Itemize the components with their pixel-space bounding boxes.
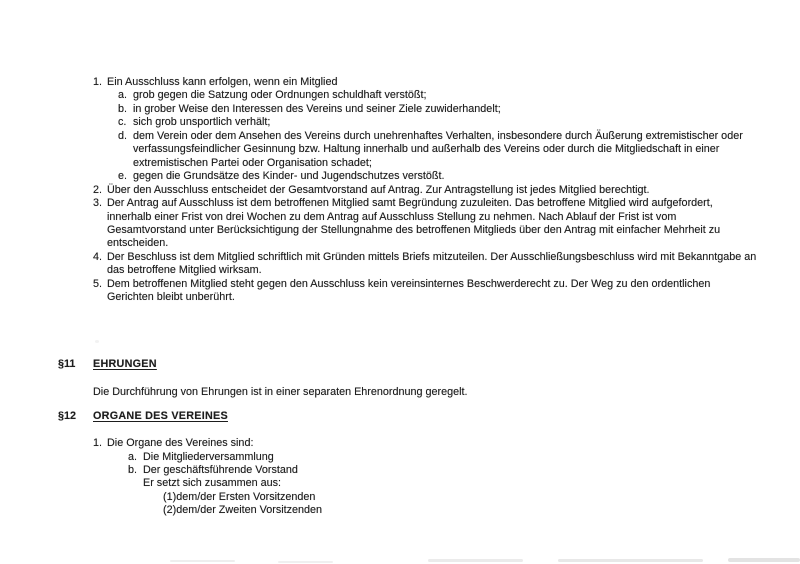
list-item-text: dem Verein oder dem Ansehen des Vereins durch unehrenhaftes Verhalten, insbesondere durch Äußerung extremistischer oder verfassungsfeindlicher Gesinnung bzw. Haltung innerhalb und außerhalb des Vereins oder durch die Mitgliedschaft in einer extremistischen Partei oder Organisation schadet; (133, 129, 743, 169)
list-subitem (118, 89, 769, 102)
list-subitem (118, 170, 769, 183)
list-item-text: Dem betroffenen Mitglied steht gegen den Ausschluss kein vereinsinternes Beschwerderecht zu. Der Weg zu den ordentlichen Gerichten bleibt unberührt. (107, 277, 711, 304)
list-marker: 3. (93, 197, 103, 210)
list-item-text: Der geschäftsführende Vorstand (143, 463, 298, 476)
list-item (93, 251, 758, 278)
scan-artifact (278, 561, 333, 563)
list-item-text: sich grob unsportlich verhält; (133, 116, 271, 129)
list-item-text: Der Antrag auf Ausschluss ist dem betroffenen Mitglied samt Begründung zuzuleiten. Das betroffene Mitglied wird aufgefordert, innerhalb einer Frist von drei Wochen zu dem Antrag auf Ausschluss Stellung zu nehmen. Nach Ablauf der Frist ist vom Gesamtvorstand unter Berücksichtigung der Stellungnahme des betroffenen Mitglieds über den Antrag mit einfacher Mehrheit zu entscheiden. (107, 197, 721, 250)
list-item (93, 278, 758, 305)
list-item-text: dem/der Ersten Vorsitzenden (176, 490, 316, 503)
list-subitem (118, 103, 769, 116)
organs-sublist (128, 451, 779, 518)
list-marker: 1. (93, 76, 103, 88)
board-members-list (163, 491, 779, 518)
list-marker: (1) (163, 490, 177, 503)
section-11-heading (58, 358, 758, 371)
list-item-text: Über den Ausschluss entscheidet der Gesamtvorstand auf Antrag. Zur Antragstellung ist jedes Mitglied berechtigt. (107, 183, 650, 196)
list-item-text: Die Organe des Vereines sind: (107, 437, 254, 450)
list-marker: 2. (93, 183, 103, 196)
list-marker: c. (118, 116, 127, 129)
scan-artifact (428, 559, 523, 562)
list-marker: 5. (93, 277, 103, 290)
list-item-text: grob gegen die Satzung oder Ordnungen schuldhaft verstößt; (133, 89, 427, 102)
list-item-text: Ein Ausschluss kann erfolgen, wenn ein Mitglied (107, 76, 338, 88)
list-subitem (163, 491, 779, 504)
paragraph-number: §12 (58, 409, 77, 422)
list-subitem (163, 504, 779, 517)
list-marker: a. (128, 450, 138, 463)
list-item (93, 197, 758, 251)
document-content (58, 76, 758, 518)
list-subitem (128, 464, 779, 518)
list-item (93, 437, 758, 518)
section-title: EHRUNGEN (93, 357, 157, 370)
list-marker: b. (118, 102, 128, 115)
exclusion-sublist (118, 89, 769, 183)
list-item-text: in grober Weise den Interessen des Vereins und seiner Ziele zuwiderhandelt; (133, 102, 501, 115)
list-subitem (118, 116, 769, 129)
scan-artifact (170, 560, 235, 562)
scan-artifact (558, 559, 703, 562)
section-11-body: Die Durchführung von Ehrungen ist in einer separaten Ehrenordnung geregelt. (93, 386, 468, 399)
list-subitem (118, 130, 769, 170)
exclusion-list (93, 76, 758, 305)
list-marker: b. (128, 463, 138, 476)
list-item-text: gegen die Grundsätze des Kinder- und Jugendschutzes verstößt. (133, 170, 445, 183)
list-marker: a. (118, 89, 128, 102)
list-marker: 1. (93, 437, 103, 450)
list-marker: 4. (93, 250, 103, 263)
list-marker: (2) (163, 504, 177, 517)
list-item (93, 184, 758, 197)
list-item (93, 76, 758, 184)
paragraph-number: §11 (58, 357, 76, 370)
section-12-heading (58, 410, 758, 423)
list-marker: e. (118, 170, 128, 183)
list-item-text: dem/der Zweiten Vorsitzenden (176, 504, 323, 517)
section-title: ORGANE DES VEREINES (93, 409, 228, 422)
board-composition-note: Er setzt sich zusammen aus: (143, 477, 282, 490)
list-item-text: Die Mitgliederversammlung (143, 450, 274, 463)
scan-artifact (728, 558, 800, 562)
scan-artifact (95, 340, 99, 343)
list-item-text: Der Beschluss ist dem Mitglied schriftlich mit Gründen mittels Briefs mitzuteilen. Der Ausschließungsbeschluss wird mit Bekanntgabe an das betroffene Mitglied wirksam. (107, 250, 757, 277)
list-subitem (128, 451, 779, 464)
list-marker: d. (118, 129, 128, 142)
organs-list (93, 437, 758, 518)
